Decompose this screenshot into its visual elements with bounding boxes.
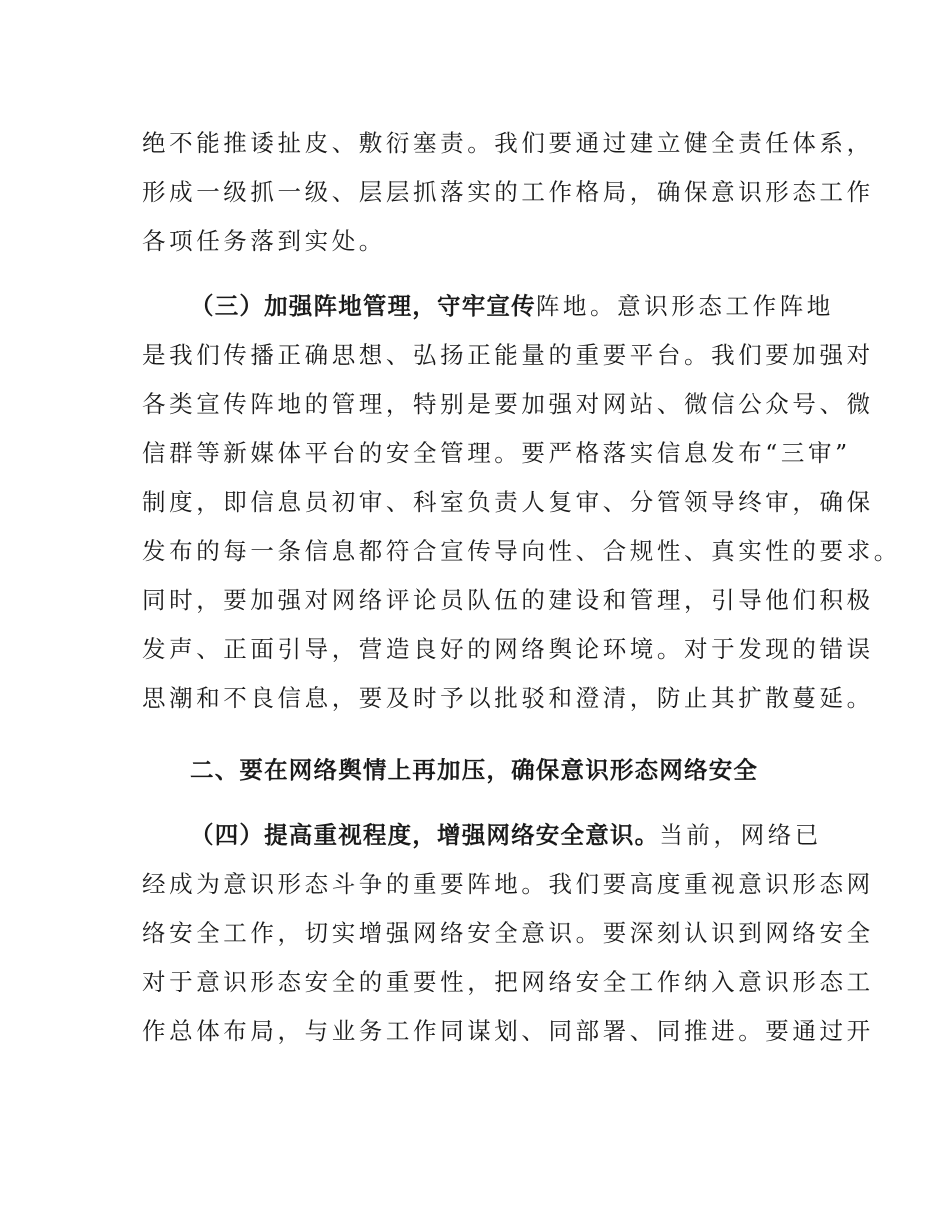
body-text-line: 对于意识形态安全的重要性，把网络安全工作纳入意识形态工 <box>142 968 874 996</box>
body-text-line: 各项任务落到实处。 <box>142 227 386 255</box>
body-text-line: 各类宣传阵地的管理，特别是要加强对网站、微信公众号、微 <box>142 390 874 418</box>
subsection-title: （四）提高重视程度，增强网络安全意识。 <box>190 821 660 849</box>
body-text-line: 同时，要加强对网络评论员队伍的建设和管理，引导他们积极 <box>142 586 874 614</box>
body-text-line: 作总体布局，与业务工作同谋划、同部署、同推进。要通过开 <box>142 1017 874 1045</box>
body-text-line: 是我们传播正确思想、弘扬正能量的重要平台。我们要加强对 <box>142 341 874 369</box>
body-text-line: 经成为意识形态斗争的重要阵地。我们要高度重视意识形态网 <box>142 870 874 898</box>
body-text-line: 制度，即信息员初审、科室负责人复审、分管领导终审，确保 <box>142 488 874 516</box>
section-heading: 二、要在网络舆情上再加压，确保意识形态网络安全 <box>190 756 759 784</box>
paragraph-lead-line <box>190 820 890 850</box>
body-text-line: 发布的每一条信息都符合宣传导向性、合规性、真实性的要求。 <box>142 537 901 565</box>
body-text-line: 思潮和不良信息，要及时予以批驳和澄清，防止其扩散蔓延。 <box>142 684 874 712</box>
body-text-line: 绝不能推诿扯皮、敷衍塞责。我们要通过建立健全责任体系， <box>142 129 874 157</box>
body-text-line: 络安全工作，切实增强网络安全意识。要深刻认识到网络安全 <box>142 919 874 947</box>
body-text-span: 阵地。意识形态工作阵地 <box>535 292 834 320</box>
body-text-line: 形成一级抓一级、层层抓落实的工作格局，确保意识形态工作 <box>142 178 874 206</box>
body-text-span: 当前，网络已 <box>659 821 822 849</box>
paragraph-lead-line <box>190 291 890 321</box>
body-text-line: 发声、正面引导，营造良好的网络舆论环境。对于发现的错误 <box>142 635 874 663</box>
body-text-line: 信群等新媒体平台的安全管理。要严格落实信息发布“三审” <box>142 439 851 467</box>
subsection-title: （三）加强阵地管理，守牢宣传 <box>190 292 536 320</box>
